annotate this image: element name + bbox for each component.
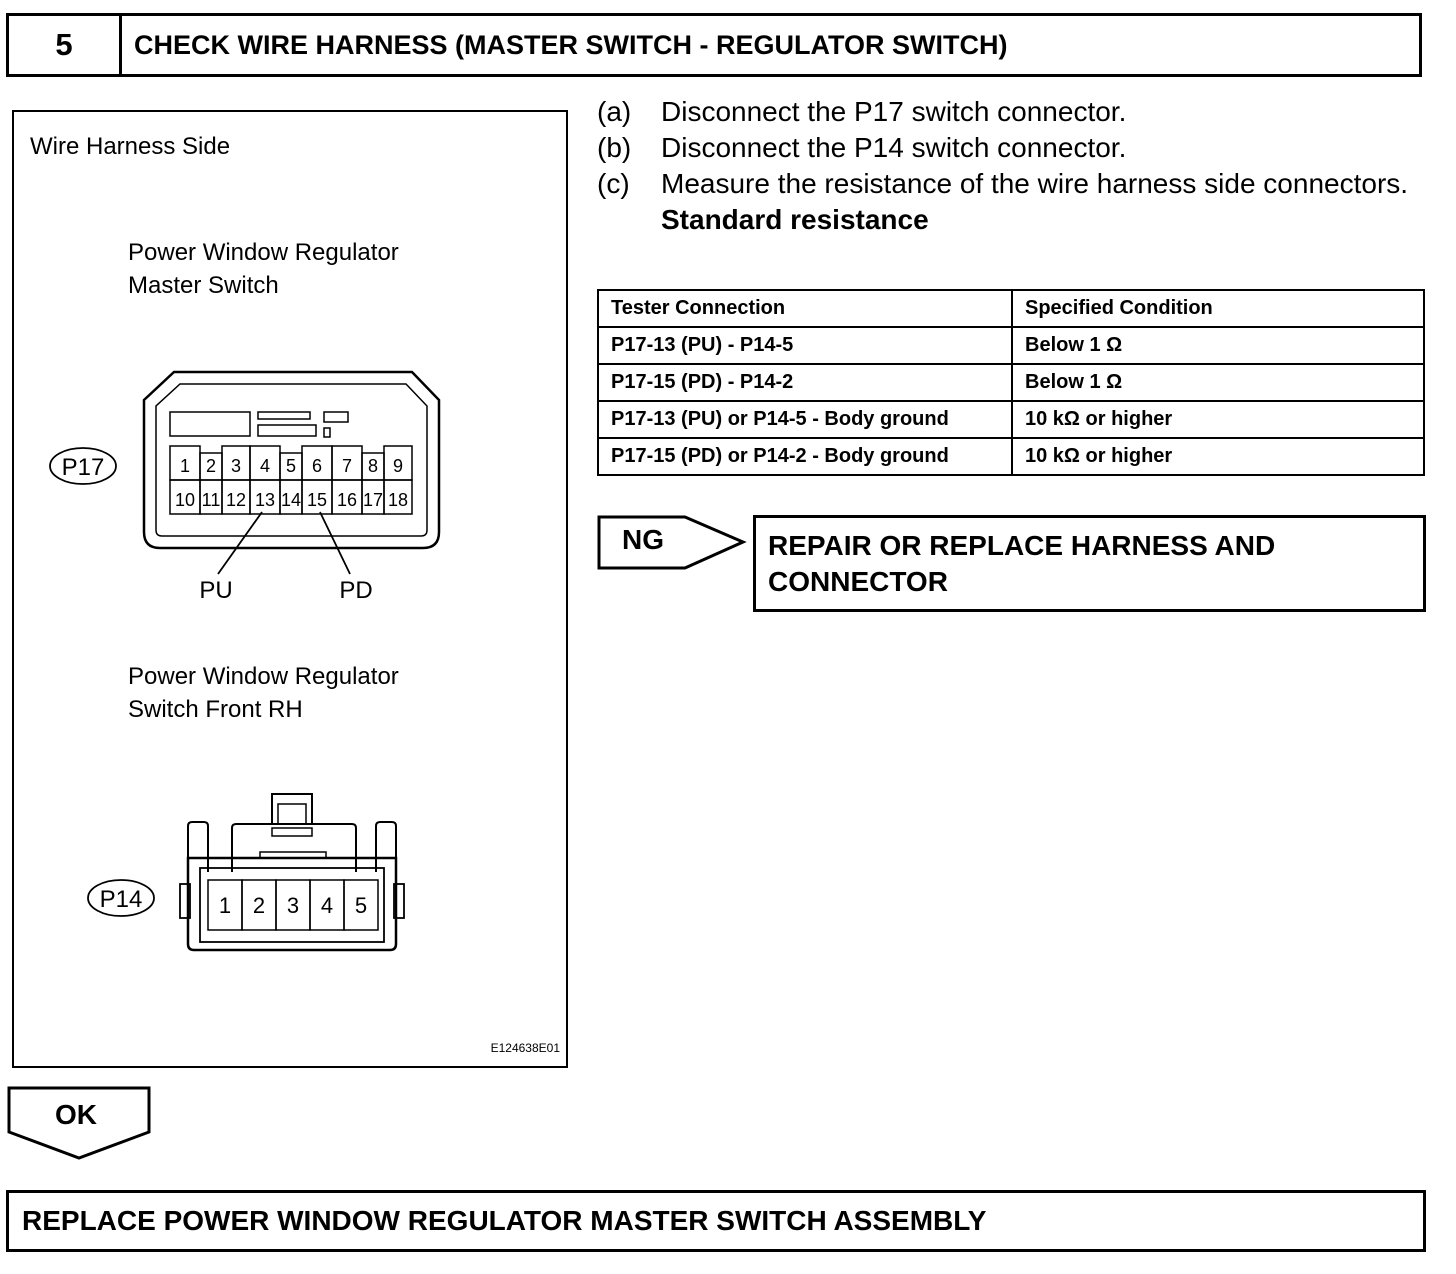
instruction-item	[597, 130, 1427, 166]
table-row	[598, 401, 1424, 438]
instruction-text: Disconnect the P14 switch connector.	[661, 132, 1127, 163]
specified-condition-cell: 10 kΩ or higher	[1012, 401, 1424, 438]
p17-pin-16: 16	[336, 490, 358, 510]
pu-leader-line	[218, 512, 262, 574]
p17-tag: P17	[61, 454, 105, 481]
pu-label: PU	[199, 577, 233, 604]
p17-pin-17: 17	[362, 490, 384, 510]
specified-condition-cell: 10 kΩ or higher	[1012, 438, 1424, 475]
side-label: Wire Harness Side	[30, 133, 231, 160]
p17-pin-12: 12	[225, 490, 247, 510]
table-row	[598, 327, 1424, 364]
p14-tag: P14	[99, 886, 143, 913]
ng-action-line2: CONNECTOR	[768, 566, 948, 597]
step-title: CHECK WIRE HARNESS (MASTER SWITCH - REGULATOR SWITCH)	[134, 29, 1008, 60]
resistance-table	[597, 289, 1425, 476]
step-number: 5	[9, 16, 122, 74]
tester-connection-cell: P17-13 (PU) - P14-5	[598, 327, 1012, 364]
p17-latch-slot	[170, 412, 250, 436]
tester-connection-cell: P17-13 (PU) or P14-5 - Body ground	[598, 401, 1012, 438]
p17-pins-top	[170, 446, 412, 480]
instruction-label: (a)	[597, 96, 632, 127]
instruction-text: Disconnect the P17 switch connector.	[661, 96, 1127, 127]
final-action-box	[6, 1190, 1426, 1252]
connector-figure	[12, 110, 568, 1068]
ok-label: OK	[55, 1099, 97, 1130]
p14-pin-2: 2	[252, 893, 266, 918]
p17-pin-9: 9	[392, 456, 404, 476]
master-title-line1: Power Window Regulator	[128, 239, 399, 266]
standard-title: Standard resistance	[661, 204, 929, 235]
connector-diagram	[14, 112, 570, 1070]
p17-key-slot	[324, 412, 348, 422]
p14-pin-3: 3	[286, 893, 300, 918]
p14-connector	[180, 794, 404, 950]
ng-action-box	[753, 515, 1426, 612]
instruction-item	[597, 166, 1427, 202]
p17-pin-6: 6	[311, 456, 323, 476]
step-header	[6, 13, 1422, 77]
p17-pin-8: 8	[367, 456, 379, 476]
p14-pin-1: 1	[218, 893, 232, 918]
specified-condition-cell: Below 1 Ω	[1012, 364, 1424, 401]
p14-hood	[232, 824, 356, 872]
pd-label: PD	[339, 577, 373, 604]
p17-key-slot	[258, 425, 316, 436]
column-header: Tester Connection	[598, 290, 1012, 327]
instructions	[597, 94, 1427, 238]
p17-pin-3: 3	[230, 456, 242, 476]
ng-action-line1: REPAIR OR REPLACE HARNESS AND	[768, 530, 1276, 561]
p17-pin-1: 1	[179, 456, 191, 476]
table-header-row	[598, 290, 1424, 327]
figure-code: E124638E01	[490, 1041, 560, 1055]
p14-right-post	[376, 822, 396, 872]
instruction-label: (c)	[597, 168, 630, 199]
ng-arrow-shape	[597, 515, 749, 573]
instruction-label: (b)	[597, 132, 632, 163]
p14-latch-inner	[278, 804, 306, 824]
p17-pin-7: 7	[341, 456, 353, 476]
p17-pin-11: 11	[201, 490, 221, 510]
p14-left-post	[188, 822, 208, 872]
p17-pin-2: 2	[205, 456, 217, 476]
pd-leader-line	[320, 512, 350, 574]
p17-key-slot	[258, 412, 310, 419]
p14-pin-5: 5	[354, 893, 368, 918]
instruction-text: Measure the resistance of the wire harness side connectors.	[661, 168, 1409, 199]
front-title-line2: Switch Front RH	[128, 696, 303, 723]
p17-pin-15: 15	[306, 490, 328, 510]
p17-pin-4: 4	[259, 456, 271, 476]
table-row	[598, 438, 1424, 475]
table-row	[598, 364, 1424, 401]
p14-pin-4: 4	[320, 893, 334, 918]
p17-pin-14: 14	[280, 490, 302, 510]
ng-label: NG	[622, 524, 664, 555]
master-title-line2: Master Switch	[128, 272, 279, 299]
tester-connection-cell: P17-15 (PD) - P14-2	[598, 364, 1012, 401]
p17-pins-bottom	[170, 480, 412, 514]
column-header: Specified Condition	[1012, 290, 1424, 327]
p17-pin-18: 18	[387, 490, 409, 510]
front-title-line1: Power Window Regulator	[128, 663, 399, 690]
final-action-text: REPLACE POWER WINDOW REGULATOR MASTER SWITCH ASSEMBLY	[22, 1205, 987, 1236]
specified-condition-cell: Below 1 Ω	[1012, 327, 1424, 364]
p17-pin-10: 10	[174, 490, 196, 510]
instruction-item	[597, 94, 1427, 130]
p17-key-slot	[324, 428, 330, 437]
p14-hood-slot	[272, 828, 312, 836]
p17-pin-5: 5	[285, 456, 297, 476]
p17-pin-13: 13	[254, 490, 276, 510]
tester-connection-cell: P17-15 (PD) or P14-2 - Body ground	[598, 438, 1012, 475]
